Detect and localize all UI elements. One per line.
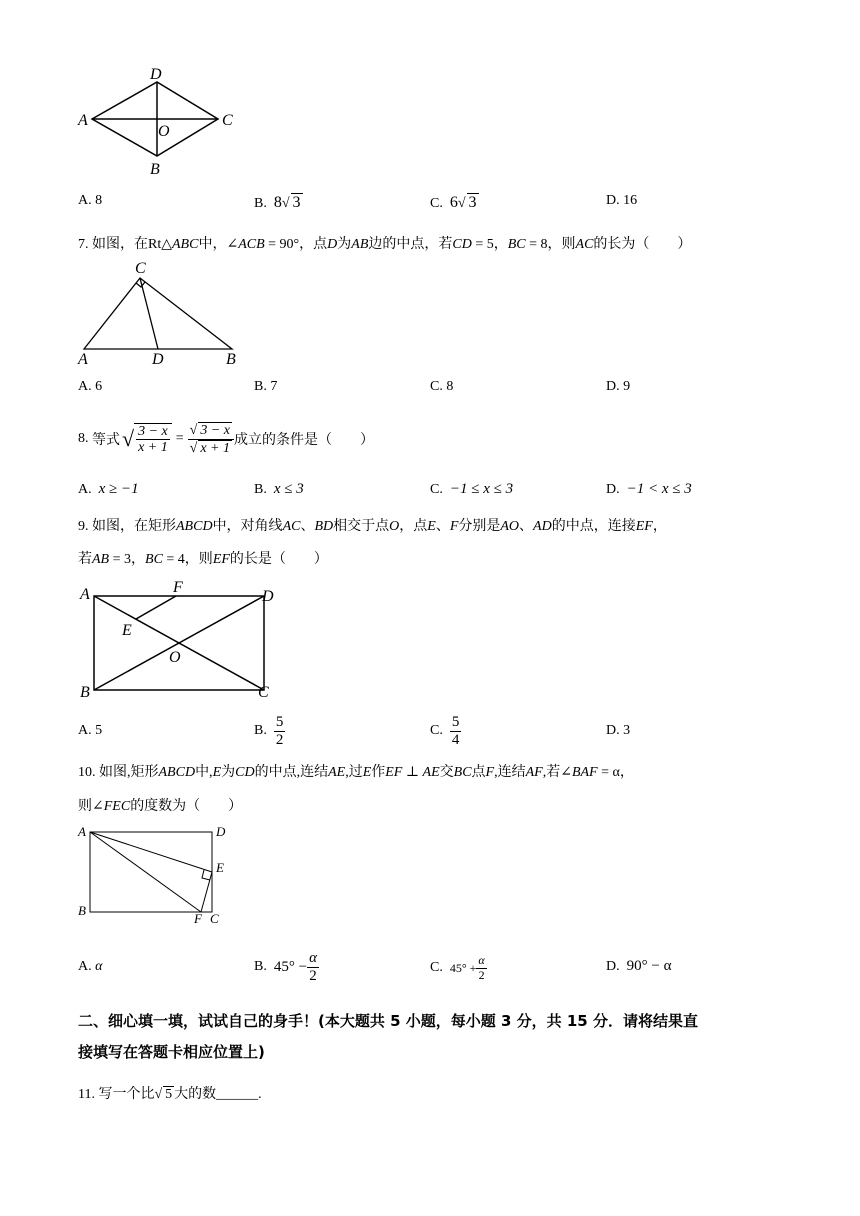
- q6-label-c: C: [222, 112, 233, 129]
- q7-stem: 7. 如图，在Rt△ABC中，∠ACB = 90°，点D为AB边的中点，若CD = 5，BC = 8，则AC的长为（ ）: [78, 237, 692, 252]
- q7-option-c: C. 8: [430, 379, 454, 394]
- q6-option-c: C. 6√ 3: [430, 194, 477, 211]
- q10-label-d: D: [216, 824, 226, 839]
- q11-stem: 11. 写一个比√ 5 大的数______.: [78, 1087, 262, 1102]
- q10-stem-line1: 10. 如图,矩形ABCD中,E为CD的中点,连结AE,过E作EF ⊥ AE交BC点F,连结AF,若∠BAF = α，: [78, 765, 634, 780]
- q10-option-b: B. 45° − $\frac{\alpha}{2}$: [254, 950, 317, 984]
- q9-option-b: B. $\frac{5}{2}$: [254, 714, 284, 748]
- q9-option-a: A. 5: [78, 723, 103, 738]
- q8-lhs-denominator: x + 1: [138, 440, 168, 455]
- q7-option-a: A. 6: [78, 379, 103, 394]
- q8-option-c: C. −1 ≤ x ≤ 3: [430, 481, 514, 497]
- q10-label-a: A: [78, 824, 86, 839]
- q10-label-e: E: [216, 860, 224, 875]
- q10-label-f: F: [194, 911, 202, 926]
- q8-option-d: D. −1 < x ≤ 3: [606, 481, 692, 497]
- q8-stem: 8. 等式 √ $\frac{3 - x}{x + 1}$ = $\frac{√ 3 - x}{√ x + 1}$ 成立的条件是（ ）: [78, 423, 375, 456]
- q6-label-d: D: [150, 66, 162, 83]
- q7-label-b: B: [226, 351, 236, 368]
- q10-stem-line2: 则∠FEC的度数为（ ）: [78, 799, 243, 814]
- q7-label-a: A: [78, 351, 88, 368]
- q9-label-a: A: [80, 586, 90, 603]
- q8-lhs-numerator: 3 − x: [138, 423, 168, 439]
- q9-option-c: C. $\frac{5}{4}$: [430, 714, 460, 748]
- q7-triangle-figure: [72, 256, 252, 368]
- q6-label-o: O: [158, 123, 170, 140]
- q9-label-o: O: [169, 649, 181, 666]
- q6-option-a: A. 8: [78, 193, 103, 208]
- q9-rectangle-figure: [72, 574, 292, 706]
- q6-label-a: A: [78, 112, 88, 129]
- q7-option-b: B. 7: [254, 379, 278, 394]
- q6-rhombus-figure: [70, 62, 250, 180]
- q10-label-c: C: [210, 911, 219, 926]
- q8-option-a: A. x ≥ −1: [78, 481, 139, 497]
- q9-label-b: B: [80, 684, 90, 701]
- q8-rhs-numerator: 3 − x: [200, 423, 231, 439]
- q6-label-b: B: [150, 161, 160, 178]
- q8-rhs-denominator: x + 1: [200, 440, 231, 456]
- q9-label-d: D: [262, 588, 274, 605]
- q9-label-c: C: [258, 684, 269, 701]
- q9-option-d: D. 3: [606, 723, 631, 738]
- q10-option-d: D. 90° − α: [606, 958, 672, 974]
- q9-stem-line2: 若AB = 3，BC = 4，则EF的长是（ ）: [78, 552, 328, 567]
- q8-option-b: B. x ≤ 3: [254, 481, 304, 497]
- section-2-heading: 二、细心填一填，试试自己的身手！(本大题共 5 小题，每小题 3 分，共 15 分．请将结果直 接填写在答题卡相应位置上): [78, 1012, 698, 1061]
- q10-option-c: C. 45° + $\frac{\alpha}{2}$: [430, 953, 485, 982]
- q9-label-e: E: [122, 622, 132, 639]
- q10-rectangle-figure: [72, 820, 242, 930]
- q7-label-c: C: [135, 260, 146, 277]
- q6-option-b: B. 8√ 3: [254, 194, 301, 211]
- q7-label-d: D: [152, 351, 164, 368]
- q10-option-a: A. α: [78, 959, 103, 974]
- q10-label-b: B: [78, 903, 86, 918]
- q6-option-d: D. 16: [606, 193, 638, 208]
- q9-stem-line1: 9. 如图，在矩形ABCD中，对角线AC、BD相交于点O，点E、F分别是AO、AD的中点，连接EF，: [78, 519, 667, 534]
- q9-label-f: F: [173, 579, 183, 596]
- q7-option-d: D. 9: [606, 379, 631, 394]
